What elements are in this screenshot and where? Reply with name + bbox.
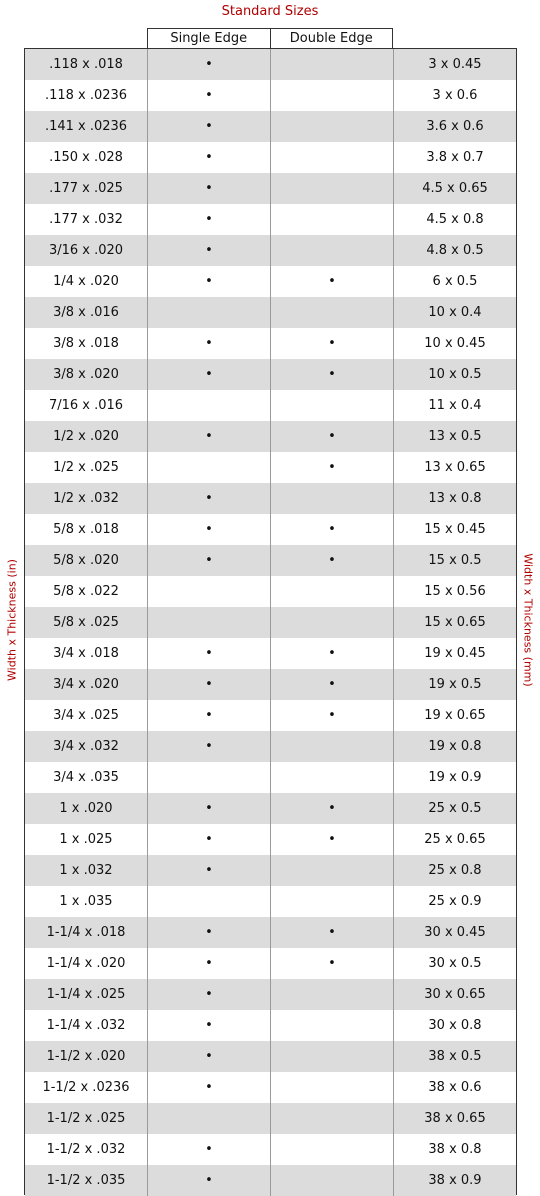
mm-size-cell: 3 x 0.45 <box>393 49 516 80</box>
availability-dot-icon: • <box>328 429 336 444</box>
table-row <box>25 390 516 421</box>
double-edge-cell <box>270 824 393 855</box>
single-edge-cell <box>147 886 270 917</box>
inch-size-cell: .150 x .028 <box>49 150 123 165</box>
page-title: Standard Sizes <box>221 4 319 19</box>
inch-size-cell: 1/4 x .020 <box>53 274 119 289</box>
inch-size-cell: 1-1/2 x .032 <box>46 1142 126 1157</box>
double-edge-cell <box>270 607 393 638</box>
double-edge-cell <box>270 669 393 700</box>
mm-size-cell: 38 x 0.65 <box>393 1103 516 1134</box>
single-edge-cell <box>147 793 270 824</box>
availability-dot-icon: • <box>328 367 336 382</box>
table-row <box>25 886 516 917</box>
inch-size-cell: 3/8 x .018 <box>53 336 119 351</box>
availability-dot-icon: • <box>205 646 213 661</box>
single-edge-cell <box>147 452 270 483</box>
table-row <box>25 700 516 731</box>
double-edge-header: Double Edge <box>270 29 393 48</box>
availability-dot-icon: • <box>205 739 213 754</box>
double-edge-cell <box>270 1041 393 1072</box>
availability-dot-icon: • <box>205 274 213 289</box>
availability-dot-icon: • <box>205 553 213 568</box>
availability-dot-icon: • <box>205 429 213 444</box>
availability-dot-icon: • <box>205 1049 213 1064</box>
mm-size-cell: 25 x 0.9 <box>393 886 516 917</box>
single-edge-cell <box>147 297 270 328</box>
inch-size-cell: 3/4 x .018 <box>53 646 119 661</box>
mm-size-cell: 19 x 0.5 <box>393 669 516 700</box>
availability-dot-icon: • <box>328 646 336 661</box>
inch-size-cell: 5/8 x .018 <box>53 522 119 537</box>
availability-dot-icon: • <box>205 801 213 816</box>
double-edge-cell <box>270 421 393 452</box>
single-edge-cell <box>147 235 270 266</box>
double-edge-cell <box>270 793 393 824</box>
table-row <box>25 762 516 793</box>
double-edge-cell <box>270 266 393 297</box>
single-edge-cell <box>147 1134 270 1165</box>
mm-size-cell: 19 x 0.45 <box>393 638 516 669</box>
mm-size-cell: 3 x 0.6 <box>393 80 516 111</box>
single-edge-cell <box>147 142 270 173</box>
single-edge-cell <box>147 111 270 142</box>
mm-size-cell: 10 x 0.4 <box>393 297 516 328</box>
mm-size-cell: 19 x 0.8 <box>393 731 516 762</box>
availability-dot-icon: • <box>328 832 336 847</box>
mm-size-cell: 30 x 0.45 <box>393 917 516 948</box>
table-row <box>25 514 516 545</box>
availability-dot-icon: • <box>328 925 336 940</box>
double-edge-cell <box>270 359 393 390</box>
single-edge-cell <box>147 731 270 762</box>
single-edge-cell <box>147 1072 270 1103</box>
single-edge-cell <box>147 979 270 1010</box>
table-row <box>25 49 516 80</box>
inch-size-cell: .118 x .0236 <box>44 88 128 103</box>
table-row <box>25 1041 516 1072</box>
table-row <box>25 1165 516 1196</box>
single-edge-cell <box>147 328 270 359</box>
double-edge-cell <box>270 917 393 948</box>
inch-size-cell: 3/4 x .025 <box>53 708 119 723</box>
table-row <box>25 576 516 607</box>
availability-dot-icon: • <box>328 522 336 537</box>
table-row <box>25 731 516 762</box>
table-row <box>25 638 516 669</box>
double-edge-cell <box>270 328 393 359</box>
inch-size-cell: 3/4 x .035 <box>53 770 119 785</box>
single-edge-cell <box>147 638 270 669</box>
double-edge-cell <box>270 204 393 235</box>
inch-size-cell: .141 x .0236 <box>44 119 128 134</box>
single-edge-cell <box>147 514 270 545</box>
inch-size-cell: 1-1/2 x .035 <box>46 1173 126 1188</box>
inch-size-cell: 1 x .032 <box>59 863 113 878</box>
mm-size-cell: 38 x 0.8 <box>393 1134 516 1165</box>
table-row <box>25 979 516 1010</box>
availability-dot-icon: • <box>205 243 213 258</box>
single-edge-cell <box>147 1103 270 1134</box>
double-edge-cell <box>270 80 393 111</box>
mm-size-cell: 4.5 x 0.8 <box>393 204 516 235</box>
single-edge-cell <box>147 576 270 607</box>
single-edge-cell <box>147 700 270 731</box>
double-edge-cell <box>270 545 393 576</box>
double-edge-cell <box>270 390 393 421</box>
double-edge-cell <box>270 1010 393 1041</box>
inch-size-cell: 1 x .020 <box>59 801 113 816</box>
table-row <box>25 1103 516 1134</box>
double-edge-cell <box>270 111 393 142</box>
mm-size-cell: 4.5 x 0.65 <box>393 173 516 204</box>
inch-size-cell: 1-1/2 x .025 <box>46 1111 126 1126</box>
availability-dot-icon: • <box>205 956 213 971</box>
inch-size-cell: .177 x .032 <box>49 212 123 227</box>
mm-size-cell: 10 x 0.45 <box>393 328 516 359</box>
inch-size-cell: 3/8 x .016 <box>53 305 119 320</box>
single-edge-cell <box>147 607 270 638</box>
single-edge-cell <box>147 948 270 979</box>
single-edge-cell <box>147 1165 270 1196</box>
availability-dot-icon: • <box>205 150 213 165</box>
table-row <box>25 1010 516 1041</box>
availability-dot-icon: • <box>205 1080 213 1095</box>
mm-size-cell: 30 x 0.5 <box>393 948 516 979</box>
mm-size-cell: 30 x 0.8 <box>393 1010 516 1041</box>
availability-dot-icon: • <box>205 832 213 847</box>
double-edge-cell <box>270 173 393 204</box>
availability-dot-icon: • <box>328 460 336 475</box>
single-edge-cell <box>147 762 270 793</box>
table-row <box>25 607 516 638</box>
sizes-table <box>24 48 517 1195</box>
double-edge-cell <box>270 1134 393 1165</box>
double-edge-cell <box>270 142 393 173</box>
double-edge-cell <box>270 762 393 793</box>
table-row <box>25 793 516 824</box>
mm-size-cell: 15 x 0.56 <box>393 576 516 607</box>
availability-dot-icon: • <box>328 677 336 692</box>
table-row <box>25 173 516 204</box>
table-row <box>25 917 516 948</box>
double-edge-cell <box>270 1165 393 1196</box>
inch-size-cell: 3/8 x .020 <box>53 367 119 382</box>
inch-size-cell: 5/8 x .025 <box>53 615 119 630</box>
availability-dot-icon: • <box>205 181 213 196</box>
single-edge-cell <box>147 1041 270 1072</box>
availability-dot-icon: • <box>205 863 213 878</box>
table-row <box>25 142 516 173</box>
double-edge-cell <box>270 731 393 762</box>
double-edge-cell <box>270 1103 393 1134</box>
table-row <box>25 111 516 142</box>
mm-size-cell: 6 x 0.5 <box>393 266 516 297</box>
double-edge-cell <box>270 514 393 545</box>
inch-size-cell: 5/8 x .020 <box>53 553 119 568</box>
table-row <box>25 421 516 452</box>
mm-size-cell: 3.6 x 0.6 <box>393 111 516 142</box>
mm-size-cell: 15 x 0.65 <box>393 607 516 638</box>
table-row <box>25 359 516 390</box>
double-edge-cell <box>270 700 393 731</box>
double-edge-cell <box>270 979 393 1010</box>
single-edge-cell <box>147 390 270 421</box>
mm-size-cell: 3.8 x 0.7 <box>393 142 516 173</box>
inch-size-cell: 1/2 x .025 <box>53 460 119 475</box>
mm-size-cell: 11 x 0.4 <box>393 390 516 421</box>
inch-size-cell: 1 x .035 <box>59 894 113 909</box>
double-edge-cell <box>270 948 393 979</box>
availability-dot-icon: • <box>205 1142 213 1157</box>
single-edge-cell <box>147 173 270 204</box>
availability-dot-icon: • <box>205 491 213 506</box>
single-edge-cell <box>147 824 270 855</box>
double-edge-cell <box>270 638 393 669</box>
availability-dot-icon: • <box>205 336 213 351</box>
availability-dot-icon: • <box>328 336 336 351</box>
double-edge-cell <box>270 297 393 328</box>
mm-size-cell: 10 x 0.5 <box>393 359 516 390</box>
double-edge-cell <box>270 855 393 886</box>
single-edge-cell <box>147 1010 270 1041</box>
mm-axis-label: Width x Thickness (mm) <box>521 553 535 687</box>
double-edge-cell <box>270 452 393 483</box>
inch-size-cell: 3/4 x .032 <box>53 739 119 754</box>
single-edge-cell <box>147 49 270 80</box>
table-row <box>25 266 516 297</box>
inch-size-cell: 1/2 x .032 <box>53 491 119 506</box>
mm-size-cell: 13 x 0.65 <box>393 452 516 483</box>
table-row <box>25 1134 516 1165</box>
single-edge-cell <box>147 266 270 297</box>
column-header-row <box>147 28 393 48</box>
availability-dot-icon: • <box>205 925 213 940</box>
inch-size-cell: 1-1/4 x .018 <box>46 925 126 940</box>
table-row <box>25 1072 516 1103</box>
inch-size-cell: .177 x .025 <box>49 181 123 196</box>
availability-dot-icon: • <box>205 57 213 72</box>
availability-dot-icon: • <box>328 801 336 816</box>
mm-size-cell: 4.8 x 0.5 <box>393 235 516 266</box>
inch-size-cell: 5/8 x .022 <box>53 584 119 599</box>
table-row <box>25 204 516 235</box>
inch-size-cell: 1 x .025 <box>59 832 113 847</box>
single-edge-cell <box>147 545 270 576</box>
mm-size-cell: 19 x 0.65 <box>393 700 516 731</box>
single-edge-cell <box>147 483 270 514</box>
availability-dot-icon: • <box>205 1018 213 1033</box>
table-row <box>25 483 516 514</box>
table-row <box>25 545 516 576</box>
double-edge-cell <box>270 49 393 80</box>
mm-size-cell: 30 x 0.65 <box>393 979 516 1010</box>
double-edge-cell <box>270 1072 393 1103</box>
availability-dot-icon: • <box>328 274 336 289</box>
table-row <box>25 855 516 886</box>
inch-size-cell: 1-1/4 x .025 <box>46 987 126 1002</box>
mm-size-cell: 38 x 0.6 <box>393 1072 516 1103</box>
table-row <box>25 297 516 328</box>
mm-size-cell: 15 x 0.5 <box>393 545 516 576</box>
table-row <box>25 235 516 266</box>
mm-size-cell: 19 x 0.9 <box>393 762 516 793</box>
availability-dot-icon: • <box>205 1173 213 1188</box>
inch-size-cell: 7/16 x .016 <box>48 398 124 413</box>
inch-size-cell: .118 x .018 <box>49 57 123 72</box>
double-edge-cell <box>270 235 393 266</box>
table-row <box>25 80 516 111</box>
single-edge-header: Single Edge <box>170 31 248 46</box>
single-edge-cell <box>147 669 270 700</box>
inch-size-cell: 1-1/4 x .020 <box>46 956 126 971</box>
availability-dot-icon: • <box>205 212 213 227</box>
inch-axis-label: Width x Thickness (in) <box>5 559 19 681</box>
mm-size-cell: 25 x 0.8 <box>393 855 516 886</box>
table-row <box>25 669 516 700</box>
availability-dot-icon: • <box>205 522 213 537</box>
mm-size-cell: 15 x 0.45 <box>393 514 516 545</box>
mm-size-cell: 38 x 0.5 <box>393 1041 516 1072</box>
inch-size-cell: 1-1/2 x .0236 <box>42 1080 130 1095</box>
availability-dot-icon: • <box>328 708 336 723</box>
single-edge-cell <box>147 855 270 886</box>
mm-size-cell: 38 x 0.9 <box>393 1165 516 1196</box>
double-edge-cell <box>270 483 393 514</box>
mm-size-cell: 13 x 0.8 <box>393 483 516 514</box>
single-edge-cell <box>147 421 270 452</box>
mm-size-cell: 25 x 0.5 <box>393 793 516 824</box>
inch-size-cell: 1/2 x .020 <box>53 429 119 444</box>
table-row <box>25 824 516 855</box>
single-edge-cell <box>147 80 270 111</box>
table-row <box>25 328 516 359</box>
table-row <box>25 452 516 483</box>
availability-dot-icon: • <box>205 708 213 723</box>
single-edge-cell <box>147 204 270 235</box>
inch-size-cell: 3/4 x .020 <box>53 677 119 692</box>
mm-size-cell: 25 x 0.65 <box>393 824 516 855</box>
double-edge-cell <box>270 886 393 917</box>
availability-dot-icon: • <box>205 367 213 382</box>
inch-size-cell: 1-1/2 x .020 <box>46 1049 126 1064</box>
inch-size-cell: 1-1/4 x .032 <box>46 1018 126 1033</box>
availability-dot-icon: • <box>205 88 213 103</box>
availability-dot-icon: • <box>205 677 213 692</box>
availability-dot-icon: • <box>205 119 213 134</box>
availability-dot-icon: • <box>328 553 336 568</box>
single-edge-cell <box>147 917 270 948</box>
single-edge-cell <box>147 359 270 390</box>
table-row <box>25 948 516 979</box>
availability-dot-icon: • <box>328 956 336 971</box>
inch-size-cell: 3/16 x .020 <box>48 243 124 258</box>
availability-dot-icon: • <box>205 987 213 1002</box>
mm-size-cell: 13 x 0.5 <box>393 421 516 452</box>
double-edge-cell <box>270 576 393 607</box>
